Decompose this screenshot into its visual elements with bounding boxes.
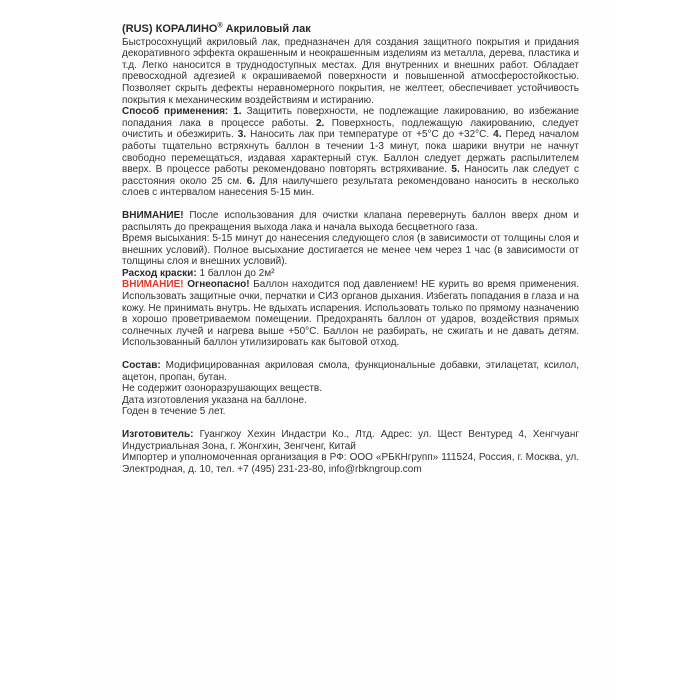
description-paragraph: Быстросохнущий акриловый лак, предназначен для создания защитного покрытия и придания декоративного эффекта окрашенным и неокрашенным изделиям из металла, дерева, пластика и т.д. Легко наносится в труднодоступных местах. Для внутренних и внешних работ. Обладает превосходной адгезией к окрашиваемой поверхности и повышенной атмосферостойкостью. Позволяет скрыть дефекты неравномерного покрытия, не желтеет, обеспечивает устойчивость покрытия к механическим воздействиям и истиранию. bbox=[122, 36, 579, 106]
manufacturer-block bbox=[122, 429, 579, 475]
attention-block bbox=[122, 210, 579, 268]
paint-consumption: Расход краски: 1 баллон до 2м² bbox=[122, 267, 275, 279]
composition-block bbox=[122, 360, 579, 418]
drying-time-note: Время высыхания: 5-15 минут до нанесения следующего слоя (в зависимости от толщины слоя и внешних условий). Полное высыхание достигается не менее чем через 1 час (в зависимости от толщины слоя и внешних условий). bbox=[122, 233, 579, 268]
production-date-note: Дата изготовления указана на баллоне. bbox=[122, 394, 307, 406]
importer-info: Импортер и уполномоченная организация в РФ: ООО «РБКНгрупп» 111524, Россия, г. Москва, ул. Электродная, д. 10, тел. +7 (495) 231-23-80, info@rbkngroup.com bbox=[122, 452, 579, 475]
product-title: (RUS) КОРАЛИНО® Акриловый лак bbox=[122, 22, 311, 35]
shelf-life-note: Годен в течение 5 лет. bbox=[122, 406, 226, 418]
ozone-note: Не содержит озоноразрушающих веществ. bbox=[122, 383, 323, 395]
label-content bbox=[122, 24, 579, 475]
valve-cleaning-note: ВНИМАНИЕ! После использования для очистки клапана перевернуть баллон вверх дном и распылять до прекращения выхода лака и начала выхода бесцветного газа. bbox=[122, 209, 579, 233]
manufacturer-info: Изготовитель: Гуангжоу Хехин Индастри Ко., Лтд. Адрес: ул. Щест Вентуред 4, Хенгчуанг Индустриальная Зона, г. Жонгхин, Зенгченг, Китай bbox=[122, 429, 579, 452]
usage-instructions: Способ применения: 1. Защитить поверхности, не подлежащие лакированию, во избежание попадания лака в процессе работы. 2. Поверхность, подлежащую лакированию, следует очистить и обезжирить. 3. Наносить лак при температуре от +5°С до +32°С. 4. Перед началом работы тщательно встряхнуть баллон в течении 1-3 минут, пока шарики внутри не начнут свободно перемещаться, издавая характерный стук. Баллон следует держать распылителем вверх. В процессе работы рекомендовано повторять встряхивание. 5. Наносить лак следует с расстояния около 25 см. 6. Для наилучшего результата рекомендовано наносить в несколько слоев с интервалом нанесения 5-15 мин. bbox=[122, 106, 579, 199]
composition: Состав: Модифицированная акриловая смола, функциональные добавки, этилацетат, ксилол, ацетон, пропан, бутан. bbox=[122, 360, 579, 383]
flammable-warning: ВНИМАНИЕ! Огнеопасно! Баллон находится под давлением! НЕ курить во время применения. Использовать защитные очки, перчатки и СИЗ органов дыхания. Избегать попадания в глаза и на кожу. Не принимать внутрь. Не вдыхать испарения. Использовать только по прямому назначению в хорошо проветриваемом помещении. Предохранять баллон от ударов, воздействия прямых солнечных лучей и нагрева выше +50°С. Баллон не разбирать, не сжигать и не давать детям. Использованный баллон утилизировать как бытовой отход. bbox=[122, 279, 580, 349]
